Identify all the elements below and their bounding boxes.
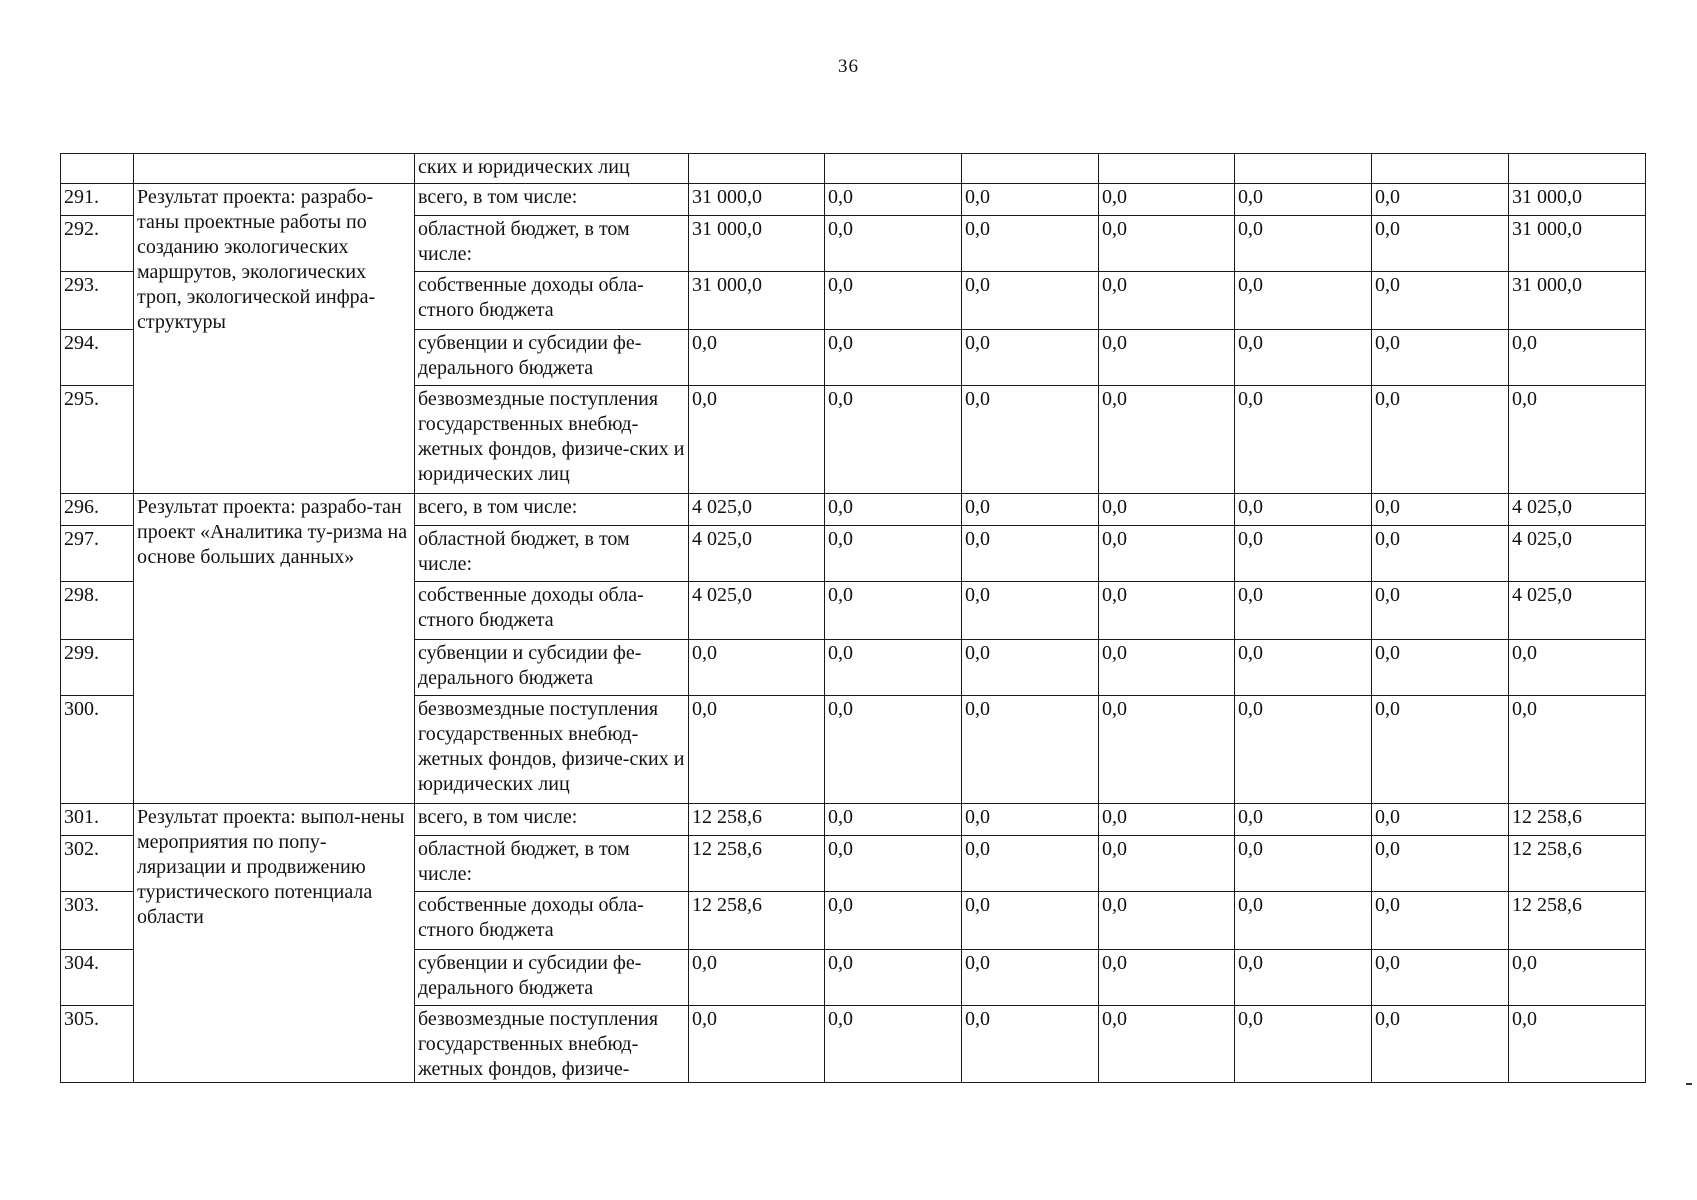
value-cell: 0,0 (1372, 1006, 1509, 1083)
value-cell: 0,0 (962, 836, 1099, 892)
value-cell: 0,0 (1509, 950, 1646, 1006)
value-cell: 0,0 (825, 1006, 962, 1083)
value-cell: 0,0 (1099, 386, 1235, 494)
value-cell: 0,0 (1099, 216, 1235, 272)
value-cell: 31 000,0 (689, 216, 825, 272)
value-cell: 0,0 (825, 640, 962, 696)
funding-source-cell: безвозмездные поступления государственных внебюд-жетных фондов, физиче- (415, 1006, 689, 1083)
value-cell: 4 025,0 (689, 582, 825, 640)
value-cell: 0,0 (1235, 582, 1372, 640)
value-cell: 0,0 (1372, 386, 1509, 494)
funding-source-cell: ских и юридических лиц (415, 154, 689, 184)
row-number-cell: 302. (61, 836, 134, 892)
value-cell: 0,0 (825, 526, 962, 582)
edge-mark (1686, 1083, 1692, 1085)
value-cell: 0,0 (689, 386, 825, 494)
value-cell: 0,0 (825, 216, 962, 272)
value-cell: 0,0 (962, 216, 1099, 272)
value-cell: 0,0 (1235, 216, 1372, 272)
value-cell: 0,0 (825, 836, 962, 892)
result-description-cell: Результат проекта: разрабо-таны проектные работы по созданию экологических маршрутов, экологических троп, экологической инфра-структуры (134, 184, 415, 494)
value-cell: 0,0 (962, 330, 1099, 386)
value-cell: 0,0 (825, 386, 962, 494)
value-cell: 0,0 (1099, 184, 1235, 216)
row-number-cell: 297. (61, 526, 134, 582)
value-cell: 0,0 (962, 582, 1099, 640)
value-cell: 0,0 (1099, 526, 1235, 582)
value-cell: 0,0 (1509, 640, 1646, 696)
value-cell: 0,0 (962, 640, 1099, 696)
value-cell: 0,0 (1372, 330, 1509, 386)
value-cell: 31 000,0 (1509, 216, 1646, 272)
funding-source-cell: областной бюджет, в том числе: (415, 526, 689, 582)
value-cell: 0,0 (962, 494, 1099, 526)
value-cell: 0,0 (1372, 640, 1509, 696)
value-cell (1235, 154, 1372, 184)
funding-source-cell: субвенции и субсидии фе-дерального бюджета (415, 950, 689, 1006)
value-cell: 4 025,0 (1509, 494, 1646, 526)
value-cell: 12 258,6 (1509, 804, 1646, 836)
table-body (61, 154, 1646, 1083)
value-cell: 12 258,6 (1509, 892, 1646, 950)
value-cell: 31 000,0 (689, 184, 825, 216)
page-number: 36 (838, 56, 859, 77)
funding-source-cell: субвенции и субсидии фе-дерального бюджета (415, 330, 689, 386)
value-cell: 4 025,0 (689, 494, 825, 526)
value-cell: 4 025,0 (1509, 582, 1646, 640)
value-cell: 31 000,0 (1509, 184, 1646, 216)
value-cell: 12 258,6 (1509, 836, 1646, 892)
value-cell: 0,0 (825, 696, 962, 804)
value-cell: 0,0 (962, 696, 1099, 804)
value-cell: 0,0 (1235, 950, 1372, 1006)
value-cell: 0,0 (962, 526, 1099, 582)
value-cell: 0,0 (962, 950, 1099, 1006)
value-cell: 0,0 (1372, 950, 1509, 1006)
value-cell (962, 154, 1099, 184)
value-cell: 0,0 (1372, 526, 1509, 582)
row-number-cell: 295. (61, 386, 134, 494)
value-cell: 0,0 (689, 1006, 825, 1083)
funding-source-cell: собственные доходы обла-стного бюджета (415, 272, 689, 330)
value-cell: 0,0 (825, 494, 962, 526)
value-cell (1372, 154, 1509, 184)
value-cell: 0,0 (1235, 696, 1372, 804)
value-cell: 0,0 (962, 804, 1099, 836)
value-cell: 0,0 (1372, 582, 1509, 640)
value-cell: 0,0 (1099, 582, 1235, 640)
result-cell (134, 154, 415, 184)
value-cell: 0,0 (1372, 804, 1509, 836)
value-cell: 0,0 (1099, 804, 1235, 836)
value-cell: 0,0 (1099, 696, 1235, 804)
value-cell: 0,0 (1372, 494, 1509, 526)
value-cell: 0,0 (962, 892, 1099, 950)
row-number-cell: 291. (61, 184, 134, 216)
value-cell: 0,0 (1509, 696, 1646, 804)
value-cell: 12 258,6 (689, 892, 825, 950)
value-cell: 0,0 (1235, 184, 1372, 216)
value-cell: 12 258,6 (689, 804, 825, 836)
row-number-cell: 294. (61, 330, 134, 386)
value-cell: 12 258,6 (689, 836, 825, 892)
row-number-cell: 305. (61, 1006, 134, 1083)
value-cell: 0,0 (962, 272, 1099, 330)
value-cell: 0,0 (1099, 950, 1235, 1006)
funding-source-cell: областной бюджет, в том числе: (415, 216, 689, 272)
value-cell: 0,0 (825, 582, 962, 640)
funding-source-cell: областной бюджет, в том числе: (415, 836, 689, 892)
funding-source-cell: безвозмездные поступления государственных внебюд-жетных фондов, физиче-ских и юридических лиц (415, 696, 689, 804)
value-cell: 0,0 (1372, 216, 1509, 272)
table-row-continuation (61, 154, 1646, 184)
value-cell: 4 025,0 (1509, 526, 1646, 582)
value-cell: 0,0 (1235, 640, 1372, 696)
value-cell: 0,0 (962, 386, 1099, 494)
value-cell: 0,0 (825, 184, 962, 216)
value-cell: 4 025,0 (689, 526, 825, 582)
row-number-cell: 304. (61, 950, 134, 1006)
funding-source-cell: собственные доходы обла-стного бюджета (415, 582, 689, 640)
value-cell: 0,0 (1372, 836, 1509, 892)
value-cell: 0,0 (1099, 1006, 1235, 1083)
funding-source-cell: всего, в том числе: (415, 804, 689, 836)
value-cell: 0,0 (962, 184, 1099, 216)
value-cell: 0,0 (689, 330, 825, 386)
value-cell: 0,0 (1509, 330, 1646, 386)
value-cell: 31 000,0 (689, 272, 825, 330)
funding-source-cell: субвенции и субсидии фе-дерального бюджета (415, 640, 689, 696)
row-number-cell: 299. (61, 640, 134, 696)
value-cell: 0,0 (1235, 1006, 1372, 1083)
table-row (61, 184, 1646, 216)
value-cell: 0,0 (1099, 330, 1235, 386)
table-row (61, 804, 1646, 836)
value-cell: 0,0 (1235, 836, 1372, 892)
row-number-cell: 296. (61, 494, 134, 526)
value-cell: 0,0 (689, 950, 825, 1006)
funding-source-cell: всего, в том числе: (415, 494, 689, 526)
value-cell (689, 154, 825, 184)
value-cell: 0,0 (1099, 494, 1235, 526)
row-number-cell: 292. (61, 216, 134, 272)
value-cell: 0,0 (1372, 272, 1509, 330)
value-cell: 0,0 (1235, 272, 1372, 330)
value-cell: 0,0 (825, 950, 962, 1006)
value-cell: 0,0 (1509, 386, 1646, 494)
value-cell: 0,0 (689, 696, 825, 804)
row-number-cell: 298. (61, 582, 134, 640)
value-cell: 0,0 (825, 804, 962, 836)
value-cell: 0,0 (1509, 1006, 1646, 1083)
value-cell: 31 000,0 (1509, 272, 1646, 330)
value-cell: 0,0 (1235, 330, 1372, 386)
value-cell (1509, 154, 1646, 184)
row-number-cell: 300. (61, 696, 134, 804)
result-description-cell: Результат проекта: выпол-нены мероприятия по попу-ляризации и продвижению туристического потенциала области (134, 804, 415, 1083)
row-number-cell: 303. (61, 892, 134, 950)
funding-source-cell: всего, в том числе: (415, 184, 689, 216)
value-cell: 0,0 (689, 640, 825, 696)
budget-table (60, 153, 1646, 1083)
value-cell: 0,0 (1235, 494, 1372, 526)
value-cell: 0,0 (825, 330, 962, 386)
value-cell: 0,0 (1099, 836, 1235, 892)
value-cell: 0,0 (825, 892, 962, 950)
table-row (61, 494, 1646, 526)
value-cell: 0,0 (1372, 696, 1509, 804)
value-cell: 0,0 (1235, 804, 1372, 836)
result-description-cell: Результат проекта: разрабо-тан проект «Аналитика ту-ризма на основе больших данных» (134, 494, 415, 804)
funding-source-cell: собственные доходы обла-стного бюджета (415, 892, 689, 950)
row-number-cell: 301. (61, 804, 134, 836)
value-cell: 0,0 (962, 1006, 1099, 1083)
value-cell: 0,0 (1372, 892, 1509, 950)
value-cell: 0,0 (1235, 386, 1372, 494)
value-cell: 0,0 (1235, 526, 1372, 582)
value-cell (1099, 154, 1235, 184)
row-number-cell: 293. (61, 272, 134, 330)
value-cell (825, 154, 962, 184)
value-cell: 0,0 (1235, 892, 1372, 950)
row-number-cell (61, 154, 134, 184)
value-cell: 0,0 (1099, 892, 1235, 950)
value-cell: 0,0 (1099, 640, 1235, 696)
value-cell: 0,0 (825, 272, 962, 330)
funding-source-cell: безвозмездные поступления государственных внебюд-жетных фондов, физиче-ских и юридических лиц (415, 386, 689, 494)
value-cell: 0,0 (1099, 272, 1235, 330)
value-cell: 0,0 (1372, 184, 1509, 216)
